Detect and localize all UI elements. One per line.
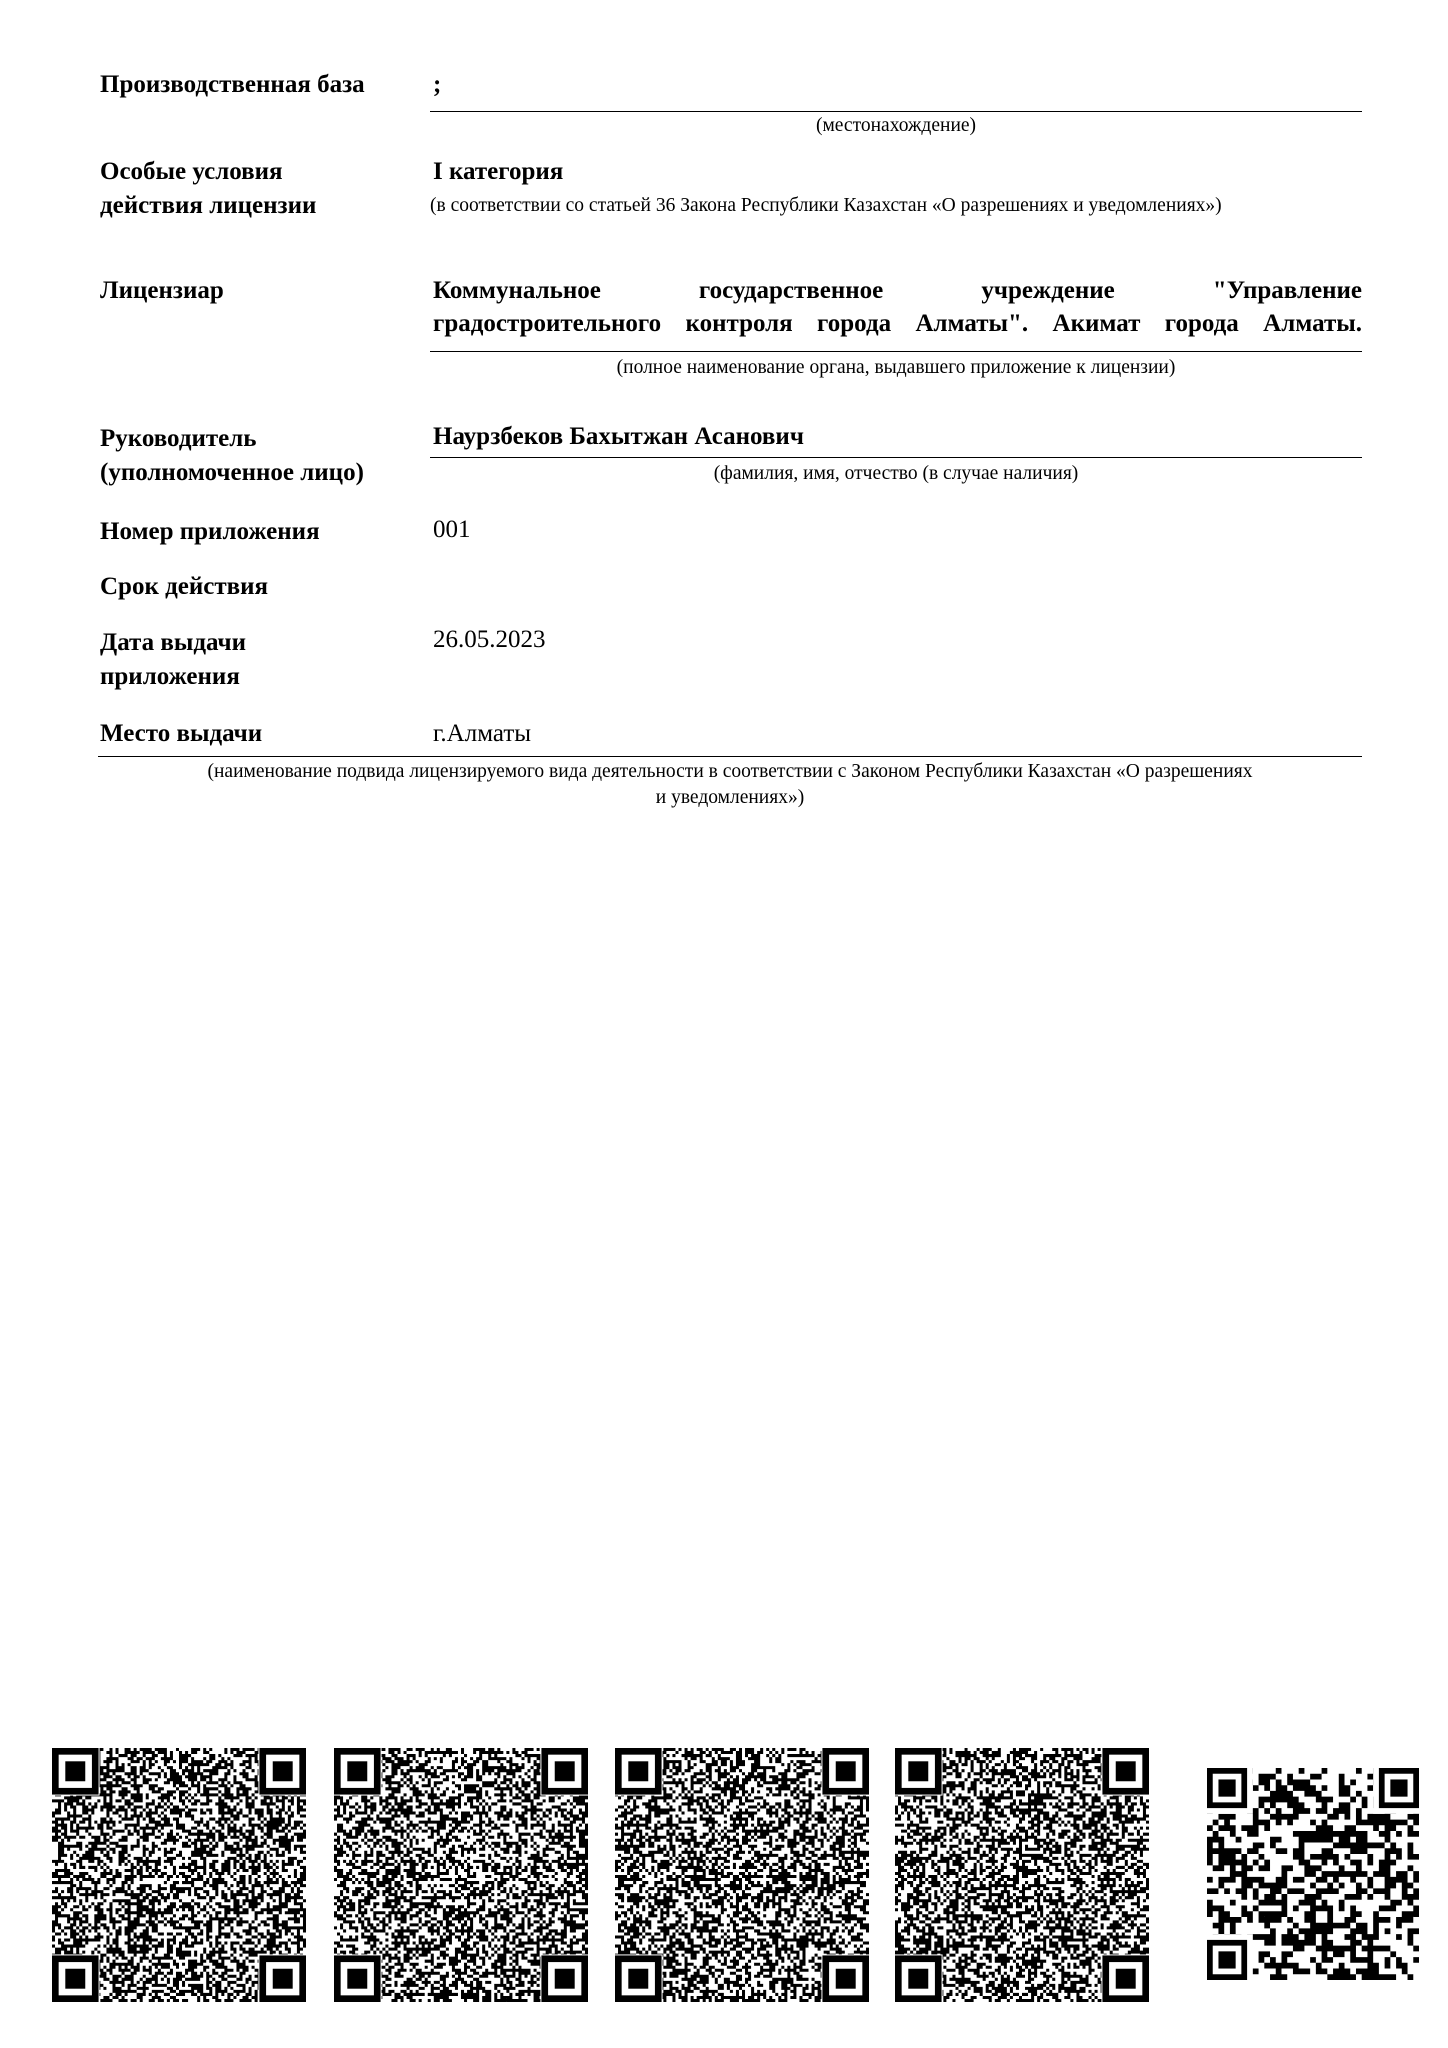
label-head-1: Руководитель <box>100 425 257 452</box>
caption-activity-line1: (наименование подвида лицензируемого вида деятельности в соответствии с Законом Республики Казахстан «О разрешениях <box>207 761 1253 782</box>
value-issue-place: г.Алматы <box>433 720 532 747</box>
caption-activity-line2: и уведомлениях») <box>655 787 805 808</box>
barcode-1-svg <box>52 1748 306 2002</box>
datamatrix-code-1 <box>52 1748 306 2002</box>
datamatrix-code-3 <box>615 1748 869 2002</box>
qr-code <box>1207 1768 1419 1980</box>
label-appendix-number: Номер приложения <box>100 518 320 545</box>
label-head-2: (уполномоченное лицо) <box>100 459 364 486</box>
value-appendix-number: 001 <box>433 516 471 543</box>
value-issue-date: 26.05.2023 <box>433 626 546 653</box>
value-licensor-line2: градостроительного контроля города Алматы". Акимат города Алматы. <box>433 310 1362 337</box>
label-special-conditions-2: действия лицензии <box>100 192 317 219</box>
caption-location: (местонахождение) <box>815 115 977 136</box>
label-issue-date-2: приложения <box>100 663 240 690</box>
label-production-base: Производственная база <box>100 71 365 98</box>
label-special-conditions-1: Особые условия <box>100 158 283 185</box>
label-licensor: Лицензиар <box>100 277 224 304</box>
value-head-name: Наурзбеков Бахытжан Асанович <box>433 423 804 450</box>
caption-special-conditions: (в соответствии со статьей 36 Закона Республики Казахстан «О разрешениях и уведомлениях») <box>430 195 1222 216</box>
label-issue-place: Место выдачи <box>100 720 263 747</box>
rule-issue-place <box>98 756 1362 757</box>
datamatrix-code-4 <box>895 1748 1149 2002</box>
label-issue-date-1: Дата выдачи <box>100 629 247 656</box>
value-production-base: ; <box>433 71 442 98</box>
rule-licensor <box>430 351 1362 352</box>
rule-production-base <box>430 111 1362 112</box>
barcode-3-svg <box>615 1748 869 2002</box>
barcode-4-svg <box>895 1748 1149 2002</box>
barcode-5-svg <box>1207 1768 1419 1980</box>
value-licensor-line1: Коммунальное государственное учреждение "Управление <box>433 277 1362 304</box>
value-special-conditions: I категория <box>433 158 564 185</box>
barcode-2-svg <box>334 1748 588 2002</box>
datamatrix-code-2 <box>334 1748 588 2002</box>
caption-licensor: (полное наименование органа, выдавшего приложение к лицензии) <box>616 357 1176 378</box>
label-validity: Срок действия <box>100 573 269 600</box>
caption-head: (фамилия, имя, отчество (в случае наличия) <box>713 463 1079 484</box>
rule-head <box>430 457 1362 458</box>
